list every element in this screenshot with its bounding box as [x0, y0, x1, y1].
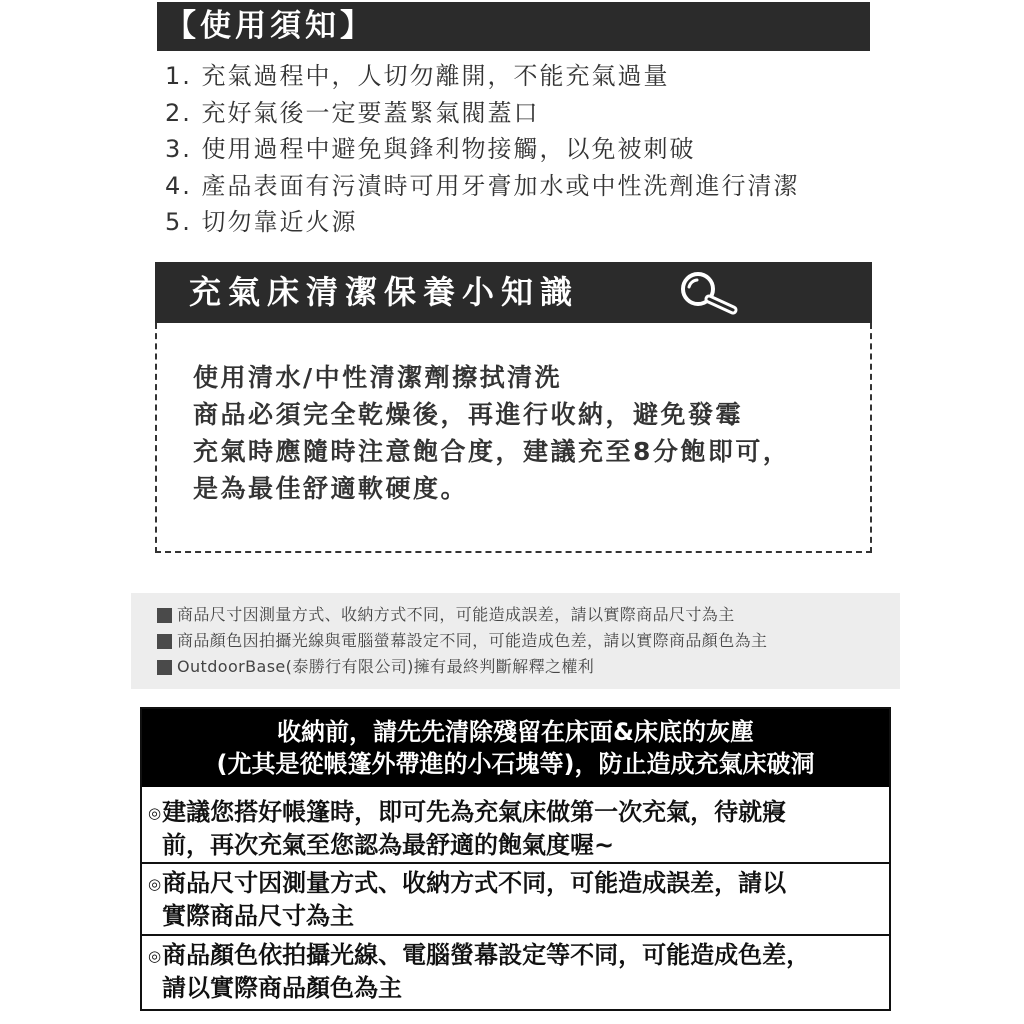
- storage-notice-header: [142, 709, 889, 787]
- usage-note-item: 4. 產品表面有污漬時可用牙膏加水或中性洗劑進行清潔: [165, 171, 800, 200]
- care-tip-line: 充氣時應隨時注意飽合度，建議充至8分飽即可，: [193, 437, 791, 466]
- storage-tip-item: [143, 796, 888, 861]
- square-bullet-icon: [157, 660, 172, 675]
- care-tip-line: 使用清水/中性清潔劑擦拭清洗: [193, 363, 563, 392]
- disclaimer-item: [157, 628, 897, 654]
- disclaimer-item: [157, 602, 897, 628]
- storage-tip-item: [143, 867, 888, 932]
- disclaimer-text: 商品顏色因拍攝光線與電腦螢幕設定不同，可能造成色差，請以實際商品顏色為主: [177, 631, 768, 650]
- care-tips-header: [155, 262, 872, 323]
- storage-tip-text: 商品顏色依拍攝光線、電腦螢幕設定等不同，可能造成色差，: [162, 941, 811, 969]
- disclaimer-text: OutdoorBase(泰勝行有限公司)擁有最終判斷解釋之權利: [177, 657, 595, 676]
- storage-tip-text: 商品尺寸因測量方式、收納方式不同，可能造成誤差，請以: [162, 869, 787, 897]
- usage-notes-title: 【使用須知】: [157, 2, 870, 51]
- care-tips-text: [193, 359, 873, 507]
- usage-note-item: 2. 充好氣後一定要蓋緊氣閥蓋口: [165, 98, 540, 127]
- storage-tip-text: 建議您搭好帳篷時，即可先為充氣床做第一次充氣，待就寢: [162, 798, 787, 826]
- disclaimer-text: 商品尺寸因測量方式、收納方式不同，可能造成誤差，請以實際商品尺寸為主: [177, 605, 735, 624]
- usage-notes-list: [165, 58, 885, 241]
- storage-tip-item: [143, 939, 888, 1004]
- storage-header-line: 收納前，請先先清除殘留在床面&床底的灰塵: [277, 718, 754, 746]
- divider: [142, 862, 889, 864]
- circle-bullet-icon: ◎: [148, 804, 162, 822]
- divider: [142, 934, 889, 936]
- circle-bullet-icon: ◎: [148, 947, 162, 965]
- usage-note-item: 1. 充氣過程中，人切勿離開，不能充氣過量: [165, 62, 670, 90]
- square-bullet-icon: [157, 608, 172, 623]
- usage-note-item: 3. 使用過程中避免與鋒利物接觸，以免被刺破: [165, 135, 696, 163]
- circle-bullet-icon: ◎: [148, 875, 162, 893]
- disclaimer-item: [157, 654, 897, 680]
- care-tips-title: 充氣床清潔保養小知識: [189, 273, 580, 311]
- care-tip-line: 是為最佳舒適軟硬度。: [193, 474, 469, 503]
- storage-header-line: (尤其是從帳篷外帶進的小石塊等)，防止造成充氣床破洞: [216, 750, 815, 778]
- storage-tip-text: 實際商品尺寸為主: [162, 902, 354, 930]
- square-bullet-icon: [157, 634, 172, 649]
- care-tip-line: 商品必須完全乾燥後，再進行收納，避免發霉: [193, 400, 744, 429]
- usage-note-item: 5. 切勿靠近火源: [165, 208, 358, 236]
- storage-tip-text: 請以實際商品顏色為主: [162, 974, 402, 1002]
- storage-tip-text: 前，再次充氣至您認為最舒適的飽氣度喔~: [162, 831, 615, 859]
- disclaimer-list: [157, 602, 897, 680]
